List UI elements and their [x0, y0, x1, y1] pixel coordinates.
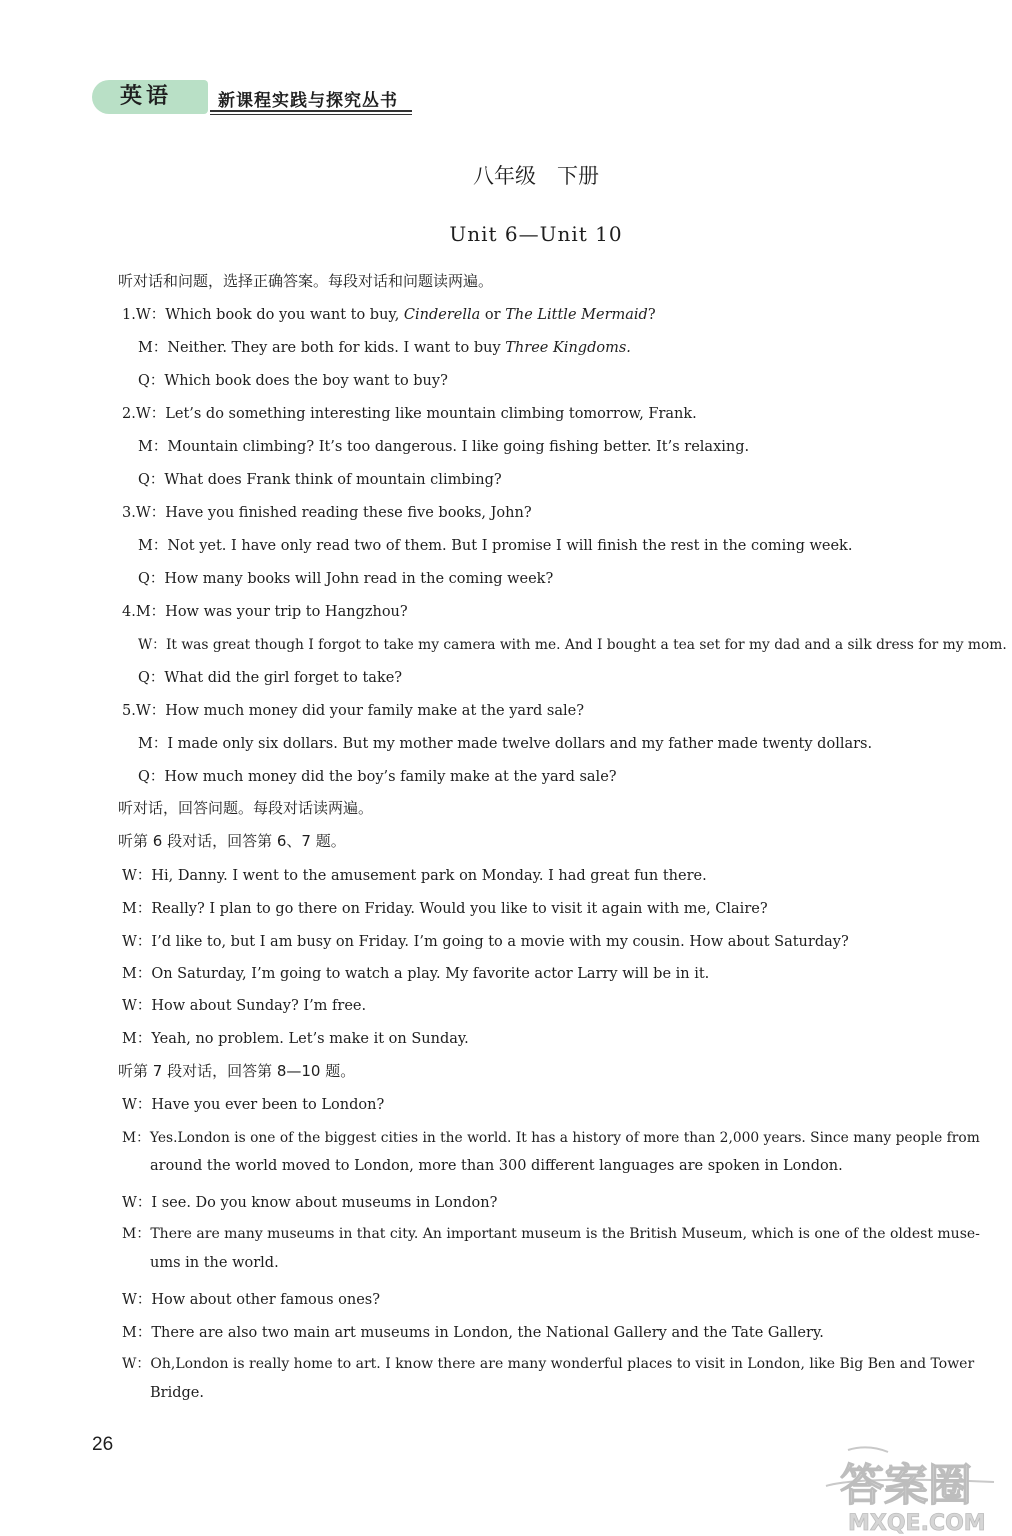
d7-line: M：There are also two main art museums in London, the National Gallery and the Tate Gallery.: [122, 1325, 824, 1341]
q1-book-title-3: Three Kingdoms.: [505, 340, 631, 356]
q3-w-line: 3.W：Have you finished reading these five books, John?: [122, 505, 532, 521]
d6-line: W：How about Sunday? I’m free.: [122, 998, 367, 1014]
instruction-3: 听第 6 段对话，回答第 6、7 题。: [118, 832, 346, 850]
d7-line: W：Have you ever been to London?: [122, 1097, 385, 1113]
series-title: 新课程实践与探究丛书: [218, 91, 398, 111]
q1-w-pre: 1.W：Which book do you want to buy,: [122, 307, 404, 323]
q4-question: Q：What did the girl forget to take?: [138, 670, 403, 686]
q2-m-line: M：Mountain climbing? It’s too dangerous. I like going fishing better. It’s relaxing.: [138, 439, 750, 455]
grade-title: 八年级 下册: [473, 164, 599, 188]
d7-line: W：Oh,London is really home to art. I know there are many wonderful places to visit in London, like Big Ben and Tower: [122, 1356, 975, 1372]
d7-line: Bridge.: [150, 1385, 204, 1401]
q1-book-title-1: Cinderella: [403, 307, 481, 323]
q5-m-line: M：I made only six dollars. But my mother made twelve dollars and my father made twenty dollars.: [138, 736, 873, 752]
d6-line: W：I’d like to, but I am busy on Friday. I’m going to a movie with my cousin. How about Saturday?: [122, 934, 849, 950]
d7-line: M：There are many museums in that city. An important museum is the British Museum, which is one of the oldest muse-: [122, 1226, 980, 1242]
q1-m-pre: M：Neither. They are both for kids. I want to buy: [138, 340, 506, 356]
svg-text:MXQE.COM: MXQE.COM: [848, 1511, 986, 1534]
svg-text:答案圈: 答案圈: [840, 1460, 972, 1511]
instruction-2: 听对话，回答问题。每段对话读两遍。: [118, 799, 374, 817]
header-rule: [210, 110, 412, 112]
d6-line: M：On Saturday, I’m going to watch a play. My favorite actor Larry will be in it.: [122, 966, 710, 982]
q3-question: Q：How many books will John read in the coming week?: [138, 571, 554, 587]
instruction-1: 听对话和问题，选择正确答案。每段对话和问题读两遍。: [118, 272, 494, 290]
q1-w-mid: or: [480, 307, 506, 323]
q5-w-line: 5.W：How much money did your family make at the yard sale?: [122, 703, 584, 719]
q1-w-post: ?: [647, 307, 656, 323]
d6-line: M：Really? I plan to go there on Friday. Would you like to visit it again with me, Claire?: [122, 901, 768, 917]
q1-w-line: [122, 303, 656, 324]
q3-m-line: M：Not yet. I have only read two of them. But I promise I will finish the rest in the coming week.: [138, 538, 853, 554]
d7-line: ums in the world.: [150, 1255, 279, 1271]
d7-line: M：Yes.London is one of the biggest cities in the world. It has a history of more than 2,000 years. Since many people from: [122, 1130, 980, 1146]
unit-title: Unit 6—Unit 10: [449, 222, 623, 246]
q1-question: Q：Which book does the boy want to buy?: [138, 373, 448, 389]
d6-line: M：Yeah, no problem. Let’s make it on Sunday.: [122, 1031, 469, 1047]
d7-line: around the world moved to London, more than 300 different languages are spoken in London.: [150, 1158, 843, 1174]
d7-line: W：How about other famous ones?: [122, 1292, 380, 1308]
q1-m-line: [138, 336, 631, 357]
q2-question: Q：What does Frank think of mountain climbing?: [138, 472, 502, 488]
header-rule-thin: [210, 114, 412, 115]
subject-tab: 英语: [92, 80, 208, 114]
d7-line: W：I see. Do you know about museums in London?: [122, 1195, 498, 1211]
q2-w-line: 2.W：Let’s do something interesting like mountain climbing tomorrow, Frank.: [122, 406, 697, 422]
q1-book-title-2: The Little Mermaid: [505, 307, 648, 323]
q5-question: Q：How much money did the boy’s family make at the yard sale?: [138, 769, 617, 785]
page-number: 26: [92, 1434, 114, 1455]
d6-line: W：Hi, Danny. I went to the amusement park on Monday. I had great fun there.: [122, 868, 707, 884]
q4-w-line: W：It was great though I forgot to take my camera with me. And I bought a tea set for my dad and a silk dress for my mom.: [138, 637, 1007, 653]
watermark-logo-icon: [818, 1442, 1004, 1534]
q4-m-line: 4.M：How was your trip to Hangzhou?: [122, 604, 408, 620]
instruction-4: 听第 7 段对话，回答第 8—10 题。: [118, 1062, 356, 1080]
